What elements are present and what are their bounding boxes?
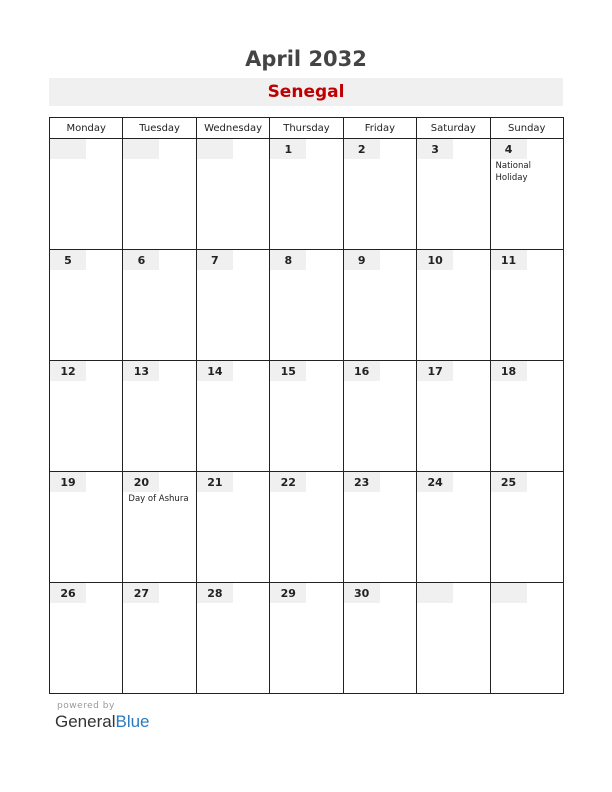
day-number: 2 — [344, 139, 380, 159]
weekday-sunday: Sunday — [490, 118, 563, 139]
day-cell-11[interactable] — [490, 250, 563, 361]
day-cell-7[interactable] — [196, 250, 269, 361]
day-number: 25 — [491, 472, 527, 492]
day-number: 18 — [491, 361, 527, 381]
week-row — [50, 472, 564, 583]
day-cell-29[interactable] — [270, 583, 343, 694]
week-row — [50, 250, 564, 361]
calendar-grid — [49, 117, 564, 694]
day-number: 6 — [123, 250, 159, 270]
day-number: 15 — [270, 361, 306, 381]
weekday-friday: Friday — [343, 118, 416, 139]
day-cell-16[interactable] — [343, 361, 416, 472]
day-number: 10 — [417, 250, 453, 270]
day-number: 7 — [197, 250, 233, 270]
day-number — [417, 583, 453, 603]
day-cell-23[interactable] — [343, 472, 416, 583]
day-cell-3[interactable] — [417, 139, 490, 250]
day-number: 19 — [50, 472, 86, 492]
weekday-thursday: Thursday — [270, 118, 343, 139]
day-cell-27[interactable] — [123, 583, 196, 694]
day-number: 26 — [50, 583, 86, 603]
calendar-title: April 2032 — [245, 47, 367, 71]
week-row — [50, 361, 564, 472]
day-cell-5[interactable] — [50, 250, 123, 361]
day-cell-10[interactable] — [417, 250, 490, 361]
day-number: 1 — [270, 139, 306, 159]
day-cell-13[interactable] — [123, 361, 196, 472]
day-number: 11 — [491, 250, 527, 270]
day-number — [50, 139, 86, 159]
holiday-label: Day of Ashura — [128, 494, 189, 504]
day-cell-4[interactable] — [490, 139, 563, 250]
day-number: 3 — [417, 139, 453, 159]
day-number: 4 — [491, 139, 527, 159]
day-cell-14[interactable] — [196, 361, 269, 472]
day-number: 9 — [344, 250, 380, 270]
day-number: 5 — [50, 250, 86, 270]
empty-day-cell — [196, 139, 269, 250]
country-banner — [49, 78, 563, 106]
brand-general-text: General — [55, 712, 116, 731]
day-cell-15[interactable] — [270, 361, 343, 472]
day-number: 12 — [50, 361, 86, 381]
day-cell-17[interactable] — [417, 361, 490, 472]
week-row — [50, 139, 564, 250]
empty-day-cell — [123, 139, 196, 250]
day-cell-24[interactable] — [417, 472, 490, 583]
powered-by-label: powered by — [57, 701, 115, 711]
day-cell-9[interactable] — [343, 250, 416, 361]
day-number: 14 — [197, 361, 233, 381]
day-number: 8 — [270, 250, 306, 270]
day-number: 16 — [344, 361, 380, 381]
day-cell-21[interactable] — [196, 472, 269, 583]
day-cell-18[interactable] — [490, 361, 563, 472]
day-number — [491, 583, 527, 603]
day-number — [197, 139, 233, 159]
day-cell-6[interactable] — [123, 250, 196, 361]
day-number: 13 — [123, 361, 159, 381]
day-number: 17 — [417, 361, 453, 381]
day-number: 24 — [417, 472, 453, 492]
weekday-monday: Monday — [50, 118, 123, 139]
day-cell-28[interactable] — [196, 583, 269, 694]
day-number: 22 — [270, 472, 306, 492]
day-cell-2[interactable] — [343, 139, 416, 250]
weekday-tuesday: Tuesday — [123, 118, 196, 139]
day-number: 20 — [123, 472, 159, 492]
weekday-wednesday: Wednesday — [196, 118, 269, 139]
weekday-saturday: Saturday — [417, 118, 490, 139]
day-number: 27 — [123, 583, 159, 603]
day-number: 30 — [344, 583, 380, 603]
day-cell-22[interactable] — [270, 472, 343, 583]
day-cell-30[interactable] — [343, 583, 416, 694]
day-cell-12[interactable] — [50, 361, 123, 472]
empty-day-cell — [490, 583, 563, 694]
day-cell-8[interactable] — [270, 250, 343, 361]
generalblue-logo[interactable] — [55, 712, 150, 732]
day-cell-19[interactable] — [50, 472, 123, 583]
day-number — [123, 139, 159, 159]
country-name: Senegal — [267, 82, 345, 102]
day-number: 29 — [270, 583, 306, 603]
empty-day-cell — [417, 583, 490, 694]
week-row — [50, 583, 564, 694]
day-number: 21 — [197, 472, 233, 492]
holiday-label: National Holiday — [495, 161, 531, 183]
weekday-header-row — [50, 118, 564, 139]
day-cell-25[interactable] — [490, 472, 563, 583]
day-number: 23 — [344, 472, 380, 492]
day-cell-26[interactable] — [50, 583, 123, 694]
day-cell-1[interactable] — [270, 139, 343, 250]
brand-blue-text: Blue — [115, 712, 150, 731]
day-cell-20[interactable] — [123, 472, 196, 583]
empty-day-cell — [50, 139, 123, 250]
day-number: 28 — [197, 583, 233, 603]
